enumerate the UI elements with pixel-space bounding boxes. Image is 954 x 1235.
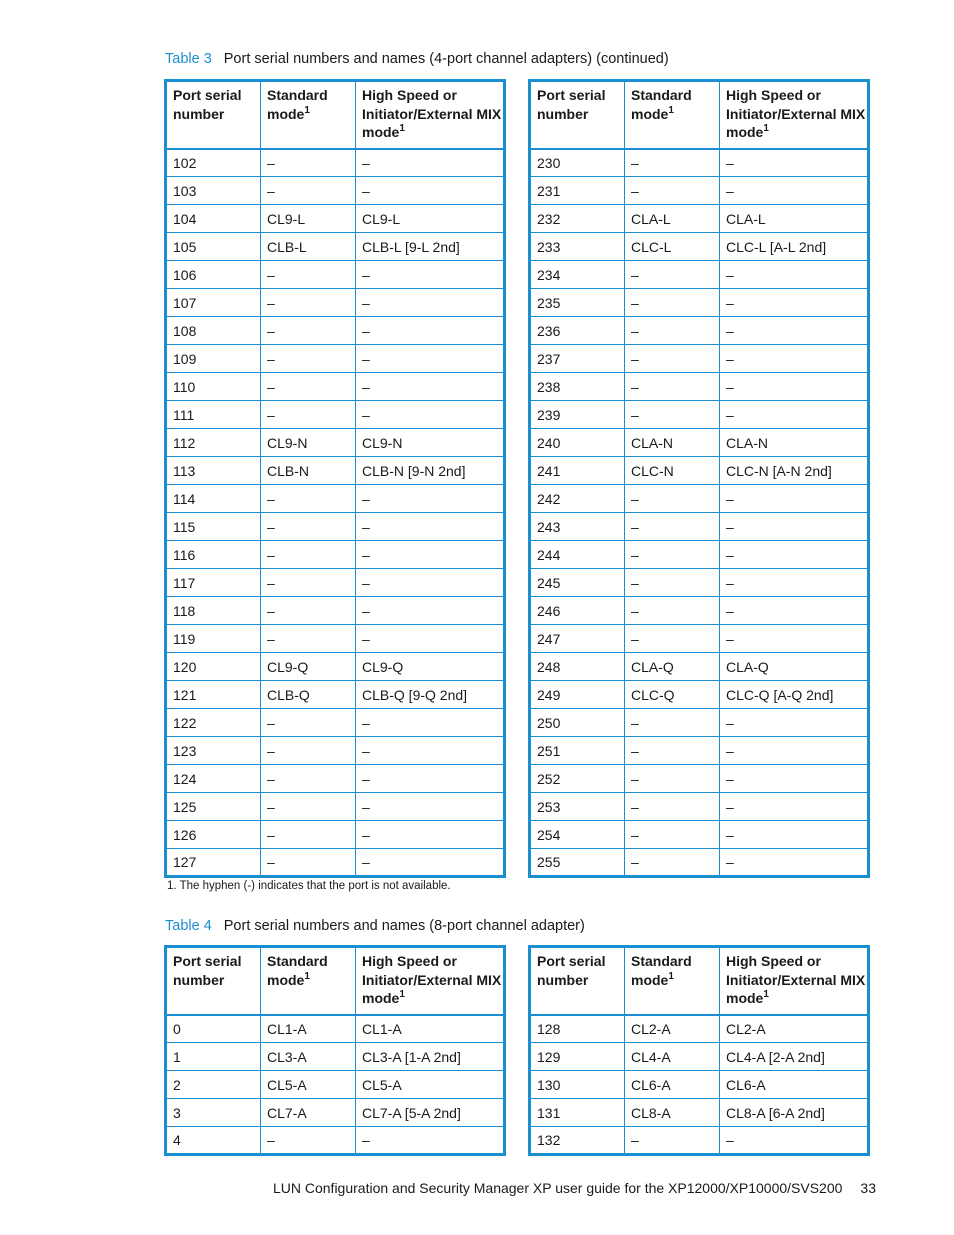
highspeed-cell: – <box>720 765 869 793</box>
port-cell: 129 <box>530 1043 625 1071</box>
port-cell: 235 <box>530 289 625 317</box>
highspeed-cell: – <box>720 317 869 345</box>
table3-footnote: 1. The hyphen (-) indicates that the port is not available. <box>167 880 451 892</box>
port-cell: 122 <box>166 709 261 737</box>
table-row <box>166 149 505 177</box>
port-cell: 124 <box>166 765 261 793</box>
port-cell: 240 <box>530 429 625 457</box>
standard-cell: – <box>261 541 356 569</box>
port-header-text: Port serial number <box>537 953 606 988</box>
port-cell: 252 <box>530 765 625 793</box>
port-cell: 121 <box>166 681 261 709</box>
port-cell: 254 <box>530 821 625 849</box>
port-header-text: Port serial number <box>173 87 242 122</box>
table4-caption <box>165 918 585 934</box>
table4-title: Port serial numbers and names (8-port channel adapter) <box>223 918 585 934</box>
port-cell: 236 <box>530 317 625 345</box>
standard-cell: CL1-A <box>261 1015 356 1043</box>
highspeed-cell: – <box>356 261 505 289</box>
table-row <box>166 681 505 709</box>
port-cell: 245 <box>530 569 625 597</box>
highspeed-cell: – <box>356 597 505 625</box>
port-cell: 248 <box>530 653 625 681</box>
highspeed-cell: – <box>720 541 869 569</box>
highspeed-cell: CL8-A [6-A 2nd] <box>720 1099 869 1127</box>
table-row <box>166 261 505 289</box>
header-row <box>166 81 505 149</box>
highspeed-cell: CL9-Q <box>356 653 505 681</box>
port-cell: 109 <box>166 345 261 373</box>
standard-cell: – <box>625 289 720 317</box>
standard-cell: – <box>625 345 720 373</box>
table-row <box>530 513 869 541</box>
table-row <box>530 261 869 289</box>
port-cell: 250 <box>530 709 625 737</box>
table-row <box>530 625 869 653</box>
port-cell: 2 <box>166 1071 261 1099</box>
highspeed-cell: – <box>720 821 869 849</box>
port-cell: 118 <box>166 597 261 625</box>
port-header <box>166 947 261 1015</box>
highspeed-cell: – <box>356 569 505 597</box>
highspeed-cell: – <box>720 289 869 317</box>
highspeed-cell: CLC-N [A-N 2nd] <box>720 457 869 485</box>
standard-cell: – <box>261 289 356 317</box>
highspeed-cell: – <box>356 401 505 429</box>
table-row <box>530 457 869 485</box>
port-cell: 230 <box>530 149 625 177</box>
standard-cell: – <box>625 765 720 793</box>
highspeed-cell: CLA-Q <box>720 653 869 681</box>
standard-cell: CLA-L <box>625 205 720 233</box>
port-cell: 107 <box>166 289 261 317</box>
highspeed-cell: CL3-A [1-A 2nd] <box>356 1043 505 1071</box>
standard-cell: – <box>261 1127 356 1155</box>
table-row <box>166 345 505 373</box>
table-row <box>530 289 869 317</box>
standard-cell: – <box>625 821 720 849</box>
port-cell: 117 <box>166 569 261 597</box>
standard-cell: – <box>625 625 720 653</box>
highspeed-cell: – <box>720 709 869 737</box>
table-row <box>530 1071 869 1099</box>
table-row <box>166 1099 505 1127</box>
standard-cell: – <box>261 821 356 849</box>
highspeed-header <box>356 81 505 149</box>
table-row <box>530 429 869 457</box>
table-row <box>166 541 505 569</box>
port-cell: 115 <box>166 513 261 541</box>
highspeed-cell: – <box>720 569 869 597</box>
highspeed-cell: – <box>356 821 505 849</box>
port-cell: 242 <box>530 485 625 513</box>
table-row <box>166 233 505 261</box>
standard-cell: CLA-N <box>625 429 720 457</box>
standard-cell: CL2-A <box>625 1015 720 1043</box>
highspeed-cell: – <box>720 849 869 877</box>
footer-text: LUN Configuration and Security Manager XP user guide for the XP12000/XP10000/SVS200 <box>272 1180 843 1196</box>
port-cell: 125 <box>166 793 261 821</box>
table-row <box>530 401 869 429</box>
standard-cell: – <box>625 569 720 597</box>
highspeed-cell: – <box>720 373 869 401</box>
port-cell: 1 <box>166 1043 261 1071</box>
standard-header <box>261 947 356 1015</box>
table-row <box>166 205 505 233</box>
highspeed-cell: – <box>720 597 869 625</box>
table4-left <box>164 945 506 1156</box>
table-row <box>166 485 505 513</box>
standard-cell: CLC-N <box>625 457 720 485</box>
highspeed-cell: – <box>720 261 869 289</box>
highspeed-cell: – <box>356 849 505 877</box>
table-row <box>166 1015 505 1043</box>
standard-cell: – <box>261 625 356 653</box>
highspeed-cell: – <box>356 317 505 345</box>
footnote-marker: 1 <box>763 989 769 1000</box>
standard-cell: CL5-A <box>261 1071 356 1099</box>
table-row <box>166 513 505 541</box>
standard-header <box>261 81 356 149</box>
standard-cell: CL8-A <box>625 1099 720 1127</box>
port-cell: 104 <box>166 205 261 233</box>
highspeed-header-text: High Speed or Initiator/External MIX mode <box>726 953 866 1006</box>
table-row <box>166 457 505 485</box>
port-cell: 237 <box>530 345 625 373</box>
table-row <box>166 177 505 205</box>
standard-cell: CL9-L <box>261 205 356 233</box>
table-row <box>166 401 505 429</box>
footnote-marker: 1 <box>399 123 405 134</box>
port-cell: 116 <box>166 541 261 569</box>
port-cell: 106 <box>166 261 261 289</box>
standard-cell: – <box>625 849 720 877</box>
highspeed-header-text: High Speed or Initiator/External MIX mode <box>726 87 866 140</box>
standard-header-text: Standard mode <box>267 87 328 122</box>
standard-cell: – <box>261 597 356 625</box>
table-row <box>166 625 505 653</box>
highspeed-cell: – <box>356 541 505 569</box>
table-row <box>166 737 505 765</box>
highspeed-header <box>720 947 869 1015</box>
table3-left <box>164 79 506 878</box>
standard-cell: – <box>625 373 720 401</box>
highspeed-cell: – <box>720 625 869 653</box>
port-cell: 111 <box>166 401 261 429</box>
port-cell: 114 <box>166 485 261 513</box>
table-row <box>530 485 869 513</box>
standard-cell: – <box>261 513 356 541</box>
highspeed-cell: – <box>356 485 505 513</box>
highspeed-cell: CLA-N <box>720 429 869 457</box>
standard-header <box>625 81 720 149</box>
table-row <box>530 765 869 793</box>
port-cell: 231 <box>530 177 625 205</box>
port-cell: 123 <box>166 737 261 765</box>
table3-caption <box>165 51 669 67</box>
port-cell: 246 <box>530 597 625 625</box>
standard-cell: – <box>625 541 720 569</box>
header-row <box>530 81 869 149</box>
port-header <box>530 81 625 149</box>
highspeed-cell: CL9-L <box>356 205 505 233</box>
table-row <box>166 373 505 401</box>
highspeed-cell: – <box>356 709 505 737</box>
port-cell: 244 <box>530 541 625 569</box>
table-row <box>166 317 505 345</box>
port-cell: 238 <box>530 373 625 401</box>
table-row <box>530 737 869 765</box>
table-row <box>530 541 869 569</box>
highspeed-cell: CLB-Q [9-Q 2nd] <box>356 681 505 709</box>
standard-cell: – <box>625 737 720 765</box>
highspeed-cell: – <box>356 289 505 317</box>
port-cell: 247 <box>530 625 625 653</box>
port-cell: 110 <box>166 373 261 401</box>
table-row <box>530 1127 869 1155</box>
standard-cell: – <box>261 569 356 597</box>
highspeed-cell: – <box>720 149 869 177</box>
table-row <box>530 653 869 681</box>
table-row <box>166 793 505 821</box>
highspeed-cell: CL1-A <box>356 1015 505 1043</box>
port-header-text: Port serial number <box>173 953 242 988</box>
header-row <box>530 947 869 1015</box>
highspeed-cell: – <box>356 149 505 177</box>
table-row <box>166 653 505 681</box>
port-cell: 113 <box>166 457 261 485</box>
standard-header <box>625 947 720 1015</box>
standard-cell: – <box>261 709 356 737</box>
standard-cell: – <box>261 765 356 793</box>
highspeed-cell: – <box>720 345 869 373</box>
table-row <box>530 317 869 345</box>
page-number: 33 <box>860 1180 876 1196</box>
table-row <box>530 709 869 737</box>
table-row <box>530 149 869 177</box>
port-cell: 126 <box>166 821 261 849</box>
page-footer <box>0 1180 876 1196</box>
port-cell: 233 <box>530 233 625 261</box>
port-cell: 243 <box>530 513 625 541</box>
port-cell: 112 <box>166 429 261 457</box>
footnote-marker: 1 <box>399 989 405 1000</box>
table-row <box>530 821 869 849</box>
standard-header-text: Standard mode <box>631 953 692 988</box>
port-cell: 3 <box>166 1099 261 1127</box>
highspeed-cell: – <box>356 177 505 205</box>
standard-cell: – <box>625 1127 720 1155</box>
table-row <box>530 681 869 709</box>
table-row <box>166 709 505 737</box>
port-cell: 105 <box>166 233 261 261</box>
standard-cell: CL9-N <box>261 429 356 457</box>
port-cell: 120 <box>166 653 261 681</box>
port-cell: 102 <box>166 149 261 177</box>
table-row <box>530 373 869 401</box>
table-row <box>530 793 869 821</box>
standard-cell: CLB-Q <box>261 681 356 709</box>
highspeed-cell: – <box>356 1127 505 1155</box>
highspeed-cell: CL7-A [5-A 2nd] <box>356 1099 505 1127</box>
footnote-marker: 1 <box>304 104 310 116</box>
standard-cell: – <box>261 149 356 177</box>
highspeed-cell: – <box>720 737 869 765</box>
port-cell: 130 <box>530 1071 625 1099</box>
highspeed-cell: – <box>720 1127 869 1155</box>
table-row <box>530 597 869 625</box>
table-row <box>166 1043 505 1071</box>
port-header-text: Port serial number <box>537 87 606 122</box>
table-row <box>530 1099 869 1127</box>
highspeed-cell: CL9-N <box>356 429 505 457</box>
standard-cell: – <box>625 401 720 429</box>
port-header <box>530 947 625 1015</box>
highspeed-cell: – <box>356 765 505 793</box>
standard-cell: – <box>625 709 720 737</box>
table-row <box>530 205 869 233</box>
table-row <box>530 177 869 205</box>
highspeed-cell: – <box>356 737 505 765</box>
highspeed-cell: CL2-A <box>720 1015 869 1043</box>
standard-header-text: Standard mode <box>631 87 692 122</box>
standard-cell: – <box>625 485 720 513</box>
standard-cell: CL9-Q <box>261 653 356 681</box>
port-cell: 4 <box>166 1127 261 1155</box>
highspeed-cell: – <box>356 513 505 541</box>
footnote-marker: 1 <box>304 970 310 982</box>
table4-right <box>528 945 870 1156</box>
table-row <box>530 233 869 261</box>
standard-cell: – <box>261 793 356 821</box>
table-row <box>166 289 505 317</box>
highspeed-cell: – <box>720 485 869 513</box>
standard-cell: – <box>625 261 720 289</box>
port-cell: 241 <box>530 457 625 485</box>
standard-cell: – <box>261 177 356 205</box>
table-row <box>166 1127 505 1155</box>
highspeed-cell: – <box>720 793 869 821</box>
standard-cell: – <box>625 149 720 177</box>
table-row <box>530 345 869 373</box>
standard-header-text: Standard mode <box>267 953 328 988</box>
header-row <box>166 947 505 1015</box>
port-cell: 128 <box>530 1015 625 1043</box>
standard-cell: CL4-A <box>625 1043 720 1071</box>
highspeed-cell: CLC-Q [A-Q 2nd] <box>720 681 869 709</box>
port-cell: 232 <box>530 205 625 233</box>
highspeed-cell: – <box>356 345 505 373</box>
highspeed-cell: CLA-L <box>720 205 869 233</box>
standard-cell: – <box>261 401 356 429</box>
standard-cell: – <box>625 793 720 821</box>
port-cell: 119 <box>166 625 261 653</box>
standard-cell: CLB-L <box>261 233 356 261</box>
standard-cell: CLA-Q <box>625 653 720 681</box>
standard-cell: CLB-N <box>261 457 356 485</box>
table4-label: Table 4 <box>165 918 212 934</box>
table-row <box>530 1043 869 1071</box>
footnote-marker: 1 <box>668 970 674 982</box>
footnote-marker: 1 <box>763 123 769 134</box>
highspeed-cell: – <box>720 513 869 541</box>
table3-right <box>528 79 870 878</box>
port-cell: 131 <box>530 1099 625 1127</box>
table-row <box>166 765 505 793</box>
standard-cell: CLC-L <box>625 233 720 261</box>
highspeed-cell: CL6-A <box>720 1071 869 1099</box>
table-row <box>530 1015 869 1043</box>
table-row <box>166 429 505 457</box>
standard-cell: – <box>625 597 720 625</box>
standard-cell: CL7-A <box>261 1099 356 1127</box>
port-header <box>166 81 261 149</box>
standard-cell: CL6-A <box>625 1071 720 1099</box>
port-cell: 239 <box>530 401 625 429</box>
standard-cell: CLC-Q <box>625 681 720 709</box>
standard-cell: – <box>625 317 720 345</box>
highspeed-cell: – <box>356 625 505 653</box>
highspeed-header-text: High Speed or Initiator/External MIX mode <box>362 953 502 1006</box>
standard-cell: – <box>261 261 356 289</box>
highspeed-cell: CL5-A <box>356 1071 505 1099</box>
highspeed-header <box>720 81 869 149</box>
port-cell: 132 <box>530 1127 625 1155</box>
standard-cell: – <box>261 373 356 401</box>
table-row <box>166 821 505 849</box>
highspeed-header-text: High Speed or Initiator/External MIX mode <box>362 87 502 140</box>
standard-cell: – <box>261 485 356 513</box>
port-cell: 255 <box>530 849 625 877</box>
highspeed-cell: – <box>720 177 869 205</box>
standard-cell: CL3-A <box>261 1043 356 1071</box>
port-cell: 249 <box>530 681 625 709</box>
table-row <box>166 1071 505 1099</box>
highspeed-cell: CLB-L [9-L 2nd] <box>356 233 505 261</box>
standard-cell: – <box>261 737 356 765</box>
port-cell: 234 <box>530 261 625 289</box>
standard-cell: – <box>261 345 356 373</box>
highspeed-cell: – <box>356 793 505 821</box>
highspeed-cell: CLB-N [9-N 2nd] <box>356 457 505 485</box>
table3-title: Port serial numbers and names (4-port channel adapters) (continued) <box>223 51 669 67</box>
port-cell: 251 <box>530 737 625 765</box>
table3-label: Table 3 <box>165 51 212 67</box>
footnote-marker: 1 <box>668 104 674 116</box>
port-cell: 127 <box>166 849 261 877</box>
port-cell: 253 <box>530 793 625 821</box>
highspeed-cell: – <box>356 373 505 401</box>
table-row <box>530 849 869 877</box>
standard-cell: – <box>261 849 356 877</box>
table-row <box>166 597 505 625</box>
port-cell: 108 <box>166 317 261 345</box>
table-row <box>166 569 505 597</box>
standard-cell: – <box>261 317 356 345</box>
highspeed-cell: CLC-L [A-L 2nd] <box>720 233 869 261</box>
highspeed-cell: – <box>720 401 869 429</box>
standard-cell: – <box>625 177 720 205</box>
port-cell: 0 <box>166 1015 261 1043</box>
table-row <box>166 849 505 877</box>
standard-cell: – <box>625 513 720 541</box>
port-cell: 103 <box>166 177 261 205</box>
table-row <box>530 569 869 597</box>
highspeed-header <box>356 947 505 1015</box>
highspeed-cell: CL4-A [2-A 2nd] <box>720 1043 869 1071</box>
